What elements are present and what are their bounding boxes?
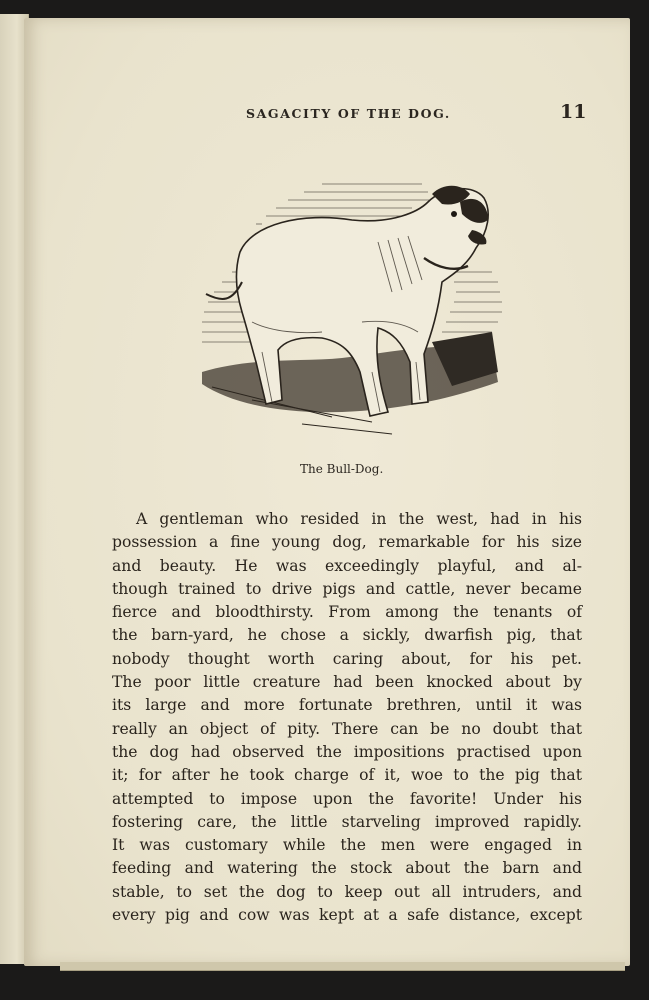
text-line: nobody thought worth caring about, for his pet. [112,649,582,668]
text-line: feeding and watering the stock about the barn and [112,859,582,878]
page-header [0,88,649,123]
text-line: every pig and cow was kept at a safe distance, except [112,906,582,925]
text-line: fierce and bloodthirsty. From among the tenants of [112,603,582,622]
body-paragraph [112,508,582,927]
text-line: the barn-yard, he chose a sickly, dwarfish pig, that [112,626,582,645]
text-line: and beauty. He was exceedingly playful, and al- [112,556,582,575]
figure-caption: The Bull-Dog. [300,462,384,476]
text-line: it; for after he took charge of it, woe to the pig that [112,766,582,785]
text-line: A gentleman who resided in the west, had in his [136,510,582,528]
page-edge [60,962,625,971]
page-number: 11 [560,101,587,123]
text-line: really an object of pity. There can be no doubt that [112,719,582,738]
text-line: stable, to set the dog to keep out all intruders, and [112,882,582,901]
text-line: The poor little creature had been knocked about by [112,673,582,692]
text-line: attempted to impose upon the favorite! Under his [112,789,582,808]
text-line: the dog had observed the impositions practised upon [112,742,582,761]
text-line: though trained to drive pigs and cattle, never became [112,579,582,598]
text-line: possession a fine young dog, remarkable for his size [112,533,582,552]
text-line: fostering care, the little starveling improved rapidly. [112,812,582,831]
bulldog-engraving [192,172,507,444]
text-line: It was customary while the men were engaged in [112,836,582,855]
bulldog-icon [192,172,507,444]
running-title: SAGACITY OF THE DOG. [246,106,451,121]
text-line: its large and more fortunate brethren, until it was [112,696,582,715]
